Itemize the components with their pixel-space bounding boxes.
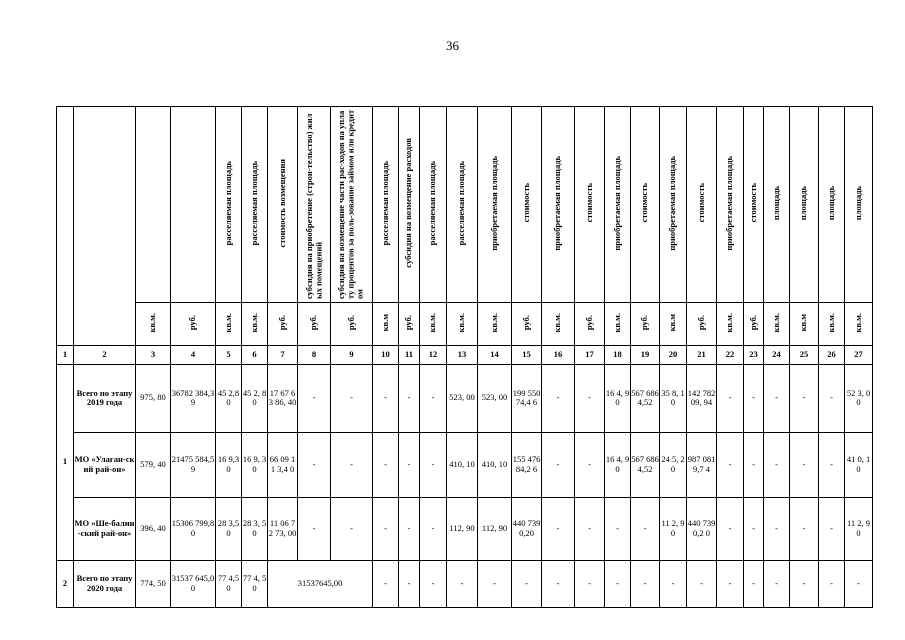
table-cell: - [717, 497, 744, 560]
table-cell: 410, 10 [478, 432, 512, 497]
header-cell-19: стоимость [631, 107, 660, 303]
table-cell: - [298, 497, 331, 560]
table-cell: 987 081 9,7 4 [687, 432, 717, 497]
table-cell: 579, 40 [136, 432, 171, 497]
table-cell: - [744, 497, 764, 560]
unit-cell-18: кв.м. [605, 302, 631, 345]
unit-cell-15: руб. [512, 302, 542, 345]
unit-cell-21: руб. [687, 302, 717, 345]
header-cell-20: приобретаемая площадь [660, 107, 687, 303]
table-cell: - [631, 560, 660, 607]
table-cell: 112, 90 [447, 497, 478, 560]
column-number: 25 [790, 345, 819, 364]
unit-cell-16: кв.м. [542, 302, 575, 345]
table-cell: 52 3, 00 [845, 364, 873, 432]
unit-cell-4: руб. [171, 302, 216, 345]
column-number: 1 [57, 345, 74, 364]
column-number: 18 [605, 345, 631, 364]
table-cell: - [331, 364, 373, 432]
table-cell: - [373, 364, 399, 432]
row-number: 1 [57, 364, 74, 560]
header-cell-14: приобретаемая площадь [478, 107, 512, 303]
unit-cell-24: кв.м. [764, 302, 790, 345]
table-cell: - [819, 497, 845, 560]
column-number: 2 [74, 345, 136, 364]
table-cell: - [764, 560, 790, 607]
column-number: 4 [171, 345, 216, 364]
table-cell: 774, 50 [136, 560, 171, 607]
table-cell: - [744, 364, 764, 432]
table-cell: - [819, 432, 845, 497]
table-cell: 523, 00 [447, 364, 478, 432]
table-cell: - [399, 497, 420, 560]
header-cell-16: приобретаемая площадь [542, 107, 575, 303]
column-number: 26 [819, 345, 845, 364]
header-cell-3 [136, 107, 171, 303]
table-cell: - [298, 364, 331, 432]
program-table [56, 106, 873, 608]
row-label: Всего по этапу 2020 года [74, 560, 136, 607]
table-cell: - [845, 560, 873, 607]
table-cell: - [542, 560, 575, 607]
row-label: Всего по этапу 2019 года [74, 364, 136, 432]
column-number: 22 [717, 345, 744, 364]
table-cell: 66 09 11 3,4 0 [268, 432, 298, 497]
header-cell-5: расселяемая площадь [216, 107, 242, 303]
column-number: 13 [447, 345, 478, 364]
table-cell: - [478, 560, 512, 607]
table-cell: 28 3, 50 [242, 497, 268, 560]
column-number: 21 [687, 345, 717, 364]
header-cell-10: расселяемая площадь [373, 107, 399, 303]
table-cell: 523, 00 [478, 364, 512, 432]
column-number: 19 [631, 345, 660, 364]
table-cell: - [717, 432, 744, 497]
header-row [57, 107, 873, 303]
unit-cell-9: руб. [331, 302, 373, 345]
table-cell: - [790, 432, 819, 497]
table-cell: 11 2, 90 [660, 497, 687, 560]
table-cell: - [298, 432, 331, 497]
table-cell: - [605, 497, 631, 560]
table-cell: 21475 584,59 [171, 432, 216, 497]
table-cell: - [575, 497, 605, 560]
header-cell-18: приобретаемая площадь [605, 107, 631, 303]
table-cell: - [660, 560, 687, 607]
column-number: 15 [512, 345, 542, 364]
table-cell: - [420, 497, 447, 560]
unit-cell-25: кв.м [790, 302, 819, 345]
row-label: МО «Ше-балин-ский рай-он» [74, 497, 136, 560]
table-cell: 11 06 72 73, 00 [268, 497, 298, 560]
column-number: 3 [136, 345, 171, 364]
header-cell-9: субсидия на возмещение части рас-ходов на уплату процентов за поль-зование займом или кредитом [331, 107, 373, 303]
table-cell: - [790, 364, 819, 432]
table-cell: - [399, 364, 420, 432]
header-cell-8: субсидия на приобретение (строи-тельство) жилых помещений [298, 107, 331, 303]
table-cell: 77 4, 50 [242, 560, 268, 607]
unit-cell-11: руб. [399, 302, 420, 345]
column-number: 20 [660, 345, 687, 364]
table-cell: - [331, 432, 373, 497]
header-cell-6: расселяемая площадь [242, 107, 268, 303]
table-cell: - [790, 497, 819, 560]
unit-cell-8: руб. [298, 302, 331, 345]
table-cell: - [764, 432, 790, 497]
table-row-total-2019 [57, 364, 873, 432]
table-cell: 567 686 4,52 [631, 364, 660, 432]
table-cell: 567 686 4,52 [631, 432, 660, 497]
header-cell-26: площадь [819, 107, 845, 303]
table-cell: - [373, 497, 399, 560]
table-cell: 36782 384,39 [171, 364, 216, 432]
table-cell-merged: 31537645,00 [268, 560, 373, 607]
column-number: 7 [268, 345, 298, 364]
table-cell: 199 550 74,4 6 [512, 364, 542, 432]
unit-cell-6: кв.м. [242, 302, 268, 345]
table-cell: 41 0, 10 [845, 432, 873, 497]
unit-cell-26: кв.м. [819, 302, 845, 345]
table-cell: - [420, 432, 447, 497]
row-label: МО «Улаган-ский рай-он» [74, 432, 136, 497]
table-cell: - [819, 560, 845, 607]
column-number: 11 [399, 345, 420, 364]
table-cell: 440 739 0,20 [512, 497, 542, 560]
column-number: 10 [373, 345, 399, 364]
column-number: 23 [744, 345, 764, 364]
header-cell-13: расселяемая площадь [447, 107, 478, 303]
table-cell: - [819, 364, 845, 432]
table-cell: 396, 40 [136, 497, 171, 560]
table-cell: - [717, 364, 744, 432]
column-number: 16 [542, 345, 575, 364]
table-cell: 16 9, 30 [242, 432, 268, 497]
unit-cell-10: кв.м [373, 302, 399, 345]
table-row-shebalin [57, 497, 873, 560]
table-cell: - [744, 432, 764, 497]
column-number: 14 [478, 345, 512, 364]
table-cell: 24 5, 20 [660, 432, 687, 497]
unit-cell-22: кв.м. [717, 302, 744, 345]
header-cell-1 [57, 107, 74, 346]
header-cell-12: расселяемая площадь [420, 107, 447, 303]
table-cell: - [420, 560, 447, 607]
table-cell: 16 4, 90 [605, 432, 631, 497]
unit-cell-7: руб. [268, 302, 298, 345]
header-cell-23: стоимость [744, 107, 764, 303]
table-cell: 17 67 63 86, 40 [268, 364, 298, 432]
table-cell: - [399, 432, 420, 497]
table-cell: 45 2,8 0 [216, 364, 242, 432]
table-cell: - [687, 560, 717, 607]
table-cell: - [542, 364, 575, 432]
table-cell: 45 2, 80 [242, 364, 268, 432]
row-number: 2 [57, 560, 74, 607]
table-cell: - [447, 560, 478, 607]
table-cell: - [420, 364, 447, 432]
column-number: 8 [298, 345, 331, 364]
table-cell: - [631, 497, 660, 560]
column-number: 5 [216, 345, 242, 364]
table-cell: 35 8, 10 [660, 364, 687, 432]
unit-cell-23: руб. [744, 302, 764, 345]
column-number: 9 [331, 345, 373, 364]
unit-cell-13: кв.м. [447, 302, 478, 345]
header-cell-17: стоимость [575, 107, 605, 303]
column-number-row [57, 345, 873, 364]
table-cell: - [764, 497, 790, 560]
unit-cell-19: руб. [631, 302, 660, 345]
table-cell: - [575, 364, 605, 432]
table-cell: - [717, 560, 744, 607]
header-cell-21: стоимость [687, 107, 717, 303]
table-cell: 11 2, 90 [845, 497, 873, 560]
unit-cell-3: кв.м. [136, 302, 171, 345]
table-cell: - [744, 560, 764, 607]
column-number: 17 [575, 345, 605, 364]
table-cell: - [790, 560, 819, 607]
column-number: 12 [420, 345, 447, 364]
column-number: 6 [242, 345, 268, 364]
header-cell-7: стоимость возмещения [268, 107, 298, 303]
table-cell: - [575, 560, 605, 607]
table-cell: 31537 645,00 [171, 560, 216, 607]
table-cell: - [764, 364, 790, 432]
table-row-total-2020 [57, 560, 873, 607]
header-cell-4 [171, 107, 216, 303]
units-row [57, 302, 873, 345]
table-cell: - [399, 560, 420, 607]
header-cell-15: стоимость [512, 107, 542, 303]
unit-cell-20: кв.м [660, 302, 687, 345]
table-cell: 410, 10 [447, 432, 478, 497]
table-cell: - [542, 432, 575, 497]
table-cell: - [575, 432, 605, 497]
table-cell: 77 4,5 0 [216, 560, 242, 607]
table-cell: - [373, 432, 399, 497]
header-cell-24: площадь [764, 107, 790, 303]
table-cell: - [605, 560, 631, 607]
column-number: 27 [845, 345, 873, 364]
unit-cell-14: кв.м. [478, 302, 512, 345]
table-cell: - [373, 560, 399, 607]
unit-cell-17: руб. [575, 302, 605, 345]
table-cell: 28 3,5 0 [216, 497, 242, 560]
table-row-ulagan [57, 432, 873, 497]
unit-cell-27: кв.м. [845, 302, 873, 345]
unit-cell-5: кв.м. [216, 302, 242, 345]
header-cell-27: площадь [845, 107, 873, 303]
table-cell: 15306 799,80 [171, 497, 216, 560]
table-cell: 16 4, 90 [605, 364, 631, 432]
table-cell: - [542, 497, 575, 560]
table-cell: 16 9,3 0 [216, 432, 242, 497]
table-cell: 142 782 09, 94 [687, 364, 717, 432]
unit-cell-12: кв.м. [420, 302, 447, 345]
header-cell-11: субсидия на возмещение расходов [399, 107, 420, 303]
header-cell-2 [74, 107, 136, 346]
table-cell: 155 476 84,2 6 [512, 432, 542, 497]
table-cell: 112, 90 [478, 497, 512, 560]
table-cell: 440 739 0,2 0 [687, 497, 717, 560]
table-cell: 975, 80 [136, 364, 171, 432]
table-cell: - [512, 560, 542, 607]
column-number: 24 [764, 345, 790, 364]
table-cell: - [331, 497, 373, 560]
page-number: 36 [446, 38, 459, 53]
header-cell-25: площадь [790, 107, 819, 303]
header-cell-22: приобретаемая площадь [717, 107, 744, 303]
